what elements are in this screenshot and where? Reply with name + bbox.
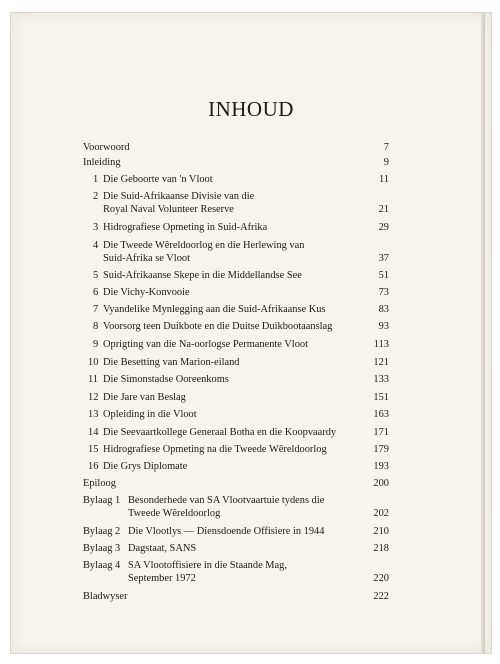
entry-page: 218 xyxy=(373,543,389,554)
entry-page: 171 xyxy=(373,427,389,438)
entry-title: Oprigting van die Na-oorlogse Permanente Vloot xyxy=(103,339,308,350)
entry-page: 7 xyxy=(383,142,389,153)
entry-page: 179 xyxy=(373,444,389,455)
toc-chapter xyxy=(83,338,389,356)
toc-entry-voorwoord xyxy=(83,141,389,156)
entry-title: Suid-Afrikaanse Skepe in die Middellandse See xyxy=(103,270,302,281)
chapter-number: 16 xyxy=(88,461,99,472)
entry-title: Dagstaat, SANS xyxy=(128,543,197,554)
entry-title: Die Vlootlys — Diensdoende Offisiere in 1944 xyxy=(128,526,325,537)
entry-page: 220 xyxy=(373,573,389,584)
entry-title: Bladwyser xyxy=(83,591,128,602)
entry-page: 222 xyxy=(373,591,389,602)
entry-title: Die Besetting van Marion-eiland xyxy=(103,357,240,368)
entry-page: 9 xyxy=(383,157,389,168)
chapter-number: 12 xyxy=(88,392,99,403)
chapter-number: 1 xyxy=(93,174,99,185)
entry-title: Die Geboorte van 'n Vloot xyxy=(103,174,213,185)
entry-title: Die Simonstadse Ooreenkoms xyxy=(103,374,229,385)
toc-chapter xyxy=(83,190,389,221)
entry-title: Die Jare van Beslag xyxy=(103,392,186,403)
book-page xyxy=(10,12,492,654)
entry-title-line2: Royal Naval Volunteer Reserve xyxy=(103,204,234,215)
entry-title-line2: Suid-Afrika se Vloot xyxy=(103,253,190,264)
entry-title: Die Suid-Afrikaanse Divisie van die xyxy=(103,191,255,202)
entry-title: Opleiding in die Vloot xyxy=(103,409,197,420)
chapter-number: 8 xyxy=(93,321,99,332)
toc-chapter xyxy=(83,173,389,190)
entry-page: 113 xyxy=(373,339,389,350)
chapter-number: 15 xyxy=(88,444,99,455)
toc-entry-inleiding xyxy=(83,156,389,173)
chapter-number: 10 xyxy=(88,357,99,368)
chapter-number: 3 xyxy=(93,222,99,233)
page-title: INHOUD xyxy=(208,97,294,121)
entry-page: 93 xyxy=(378,321,389,332)
entry-page: 200 xyxy=(373,478,389,489)
appendix-label: Bylaag 4 xyxy=(83,560,121,571)
toc-chapter xyxy=(83,356,389,373)
entry-page: 210 xyxy=(373,526,389,537)
toc-chapter xyxy=(83,286,389,303)
entry-page: 37 xyxy=(378,253,389,264)
toc-appendix xyxy=(83,525,389,542)
entry-title: Voorwoord xyxy=(83,142,130,153)
chapter-number: 5 xyxy=(93,270,99,281)
toc-chapter xyxy=(83,408,389,426)
entry-title: Voorsorg teen Duikbote en die Duitse Duikbootaanslag xyxy=(103,321,333,332)
entry-page: 133 xyxy=(373,374,389,385)
entry-page: 21 xyxy=(378,204,389,215)
entry-page: 83 xyxy=(378,304,389,315)
entry-title: Die Grys Diplomate xyxy=(103,461,188,472)
table-of-contents xyxy=(83,141,389,605)
toc-chapter xyxy=(83,443,389,460)
chapter-number: 6 xyxy=(93,287,99,298)
chapter-number: 7 xyxy=(93,304,99,315)
toc-appendix xyxy=(83,542,389,559)
entry-title: Besonderhede van SA Vlootvaartuie tydens die xyxy=(128,495,325,506)
toc-appendix xyxy=(83,494,389,525)
entry-title: Hidrografiese Opmeting na die Tweede Wêreldoorlog xyxy=(103,444,327,455)
toc-chapter xyxy=(83,426,389,443)
toc-appendix xyxy=(83,559,389,590)
entry-title: Hidrografiese Opmeting in Suid-Afrika xyxy=(103,222,268,233)
toc-chapter xyxy=(83,320,389,338)
toc-entry-bladwyser xyxy=(83,590,389,605)
chapter-number: 14 xyxy=(88,427,99,438)
toc-chapter xyxy=(83,303,389,320)
toc-entry-epiloog xyxy=(83,477,389,494)
entry-title: Die Vichy-Konvooie xyxy=(103,287,190,298)
entry-title-line2: September 1972 xyxy=(128,573,196,584)
entry-title: Epiloog xyxy=(83,478,116,489)
toc-chapter xyxy=(83,269,389,286)
toc-chapter xyxy=(83,391,389,408)
toc-chapter xyxy=(83,460,389,477)
toc-chapter xyxy=(83,221,389,239)
entry-title: Inleiding xyxy=(83,157,121,168)
appendix-label: Bylaag 3 xyxy=(83,543,121,554)
toc-chapter xyxy=(83,239,389,269)
entry-title: SA Vlootoffisiere in die Staande Mag, xyxy=(128,560,287,571)
entry-page: 202 xyxy=(373,508,389,519)
entry-page: 51 xyxy=(378,270,389,281)
entry-page: 73 xyxy=(378,287,389,298)
entry-page: 29 xyxy=(378,222,389,233)
entry-page: 121 xyxy=(373,357,389,368)
chapter-number: 2 xyxy=(93,191,99,202)
chapter-number: 4 xyxy=(93,240,99,251)
entry-title-line2: Tweede Wêreldoorlog xyxy=(128,508,221,519)
appendix-label: Bylaag 1 xyxy=(83,495,121,506)
appendix-label: Bylaag 2 xyxy=(83,526,121,537)
entry-title: Vyandelike Mynlegging aan die Suid-Afrikaanse Kus xyxy=(103,304,326,315)
chapter-number: 13 xyxy=(88,409,99,420)
entry-title: Die Seevaartkollege Generaal Botha en die Koopvaardy xyxy=(103,427,337,438)
chapter-number: 11 xyxy=(88,374,99,385)
entry-page: 11 xyxy=(378,174,389,185)
entry-title: Die Tweede Wêreldoorlog en die Herlewing van xyxy=(103,240,305,251)
chapter-number: 9 xyxy=(93,339,99,350)
entry-page: 151 xyxy=(373,392,389,403)
entry-page: 163 xyxy=(373,409,389,420)
entry-page: 193 xyxy=(373,461,389,472)
toc-chapter xyxy=(83,373,389,391)
